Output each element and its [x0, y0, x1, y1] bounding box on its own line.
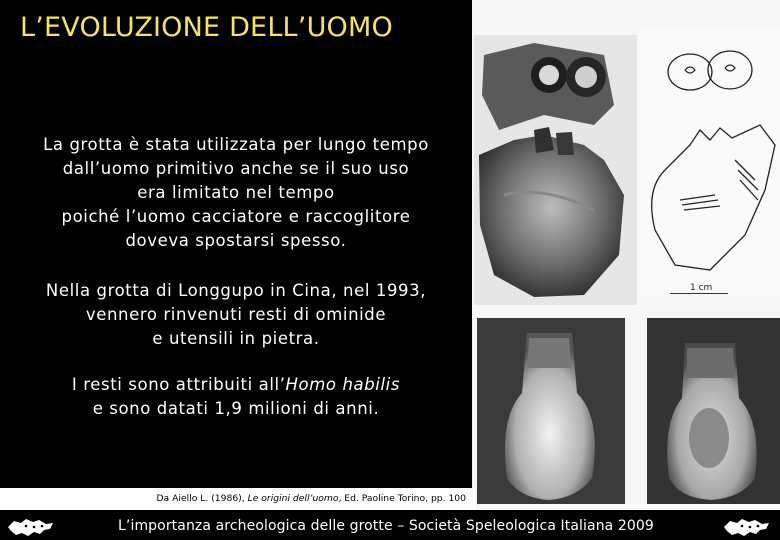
paragraph-longgupo [0, 279, 472, 351]
paragraph-cave-usage [0, 133, 472, 253]
tooth-photo-right [647, 318, 780, 504]
species-name: Homo habilis [285, 375, 401, 394]
citation-prefix: Da Aiello L. (1986), [156, 493, 248, 504]
scale-label: 1 cm [690, 283, 713, 293]
text-line-prefix: I resti sono attribuiti all’ [71, 375, 286, 394]
paragraph-homo-habilis [0, 373, 472, 421]
citation-bar [0, 488, 476, 510]
text-line: era limitato nel tempo [137, 183, 335, 202]
jaw-fragment-photo [474, 35, 637, 305]
italy-map-logo-icon [722, 515, 772, 539]
slide-title: L’EVOLUZIONE DELL’UOMO [20, 12, 393, 43]
jaw-fragment-drawing [640, 30, 780, 295]
tooth-photo-left [477, 318, 625, 504]
text-line: La grotta è stata utilizzata per lungo tempo [43, 135, 429, 154]
citation-title: Le origini dell’uomo [247, 493, 339, 504]
footer-text: L’importanza archeologica delle grotte – Società Speleologica Italiana 2009 [118, 518, 654, 534]
text-line: poiché l’uomo cacciatore e raccoglitore [61, 207, 411, 226]
citation [156, 493, 466, 504]
text-line: e sono datati 1,9 milioni di anni. [92, 399, 380, 418]
scale-bar [670, 293, 728, 294]
citation-suffix: , Ed. Paoline Torino, pp. 100 [338, 493, 466, 504]
text-line: doveva spostarsi spesso. [125, 231, 347, 250]
text-line: vennero rinvenuti resti di ominide [85, 305, 387, 324]
text-line: e utensili in pietra. [152, 329, 320, 348]
text-line [0, 373, 472, 397]
text-line: dall’uomo primitivo anche se il suo uso [62, 159, 410, 178]
text-line: Nella grotta di Longgupo in Cina, nel 1993, [45, 281, 427, 300]
fossil-figure [472, 0, 780, 510]
footer [0, 512, 780, 540]
italy-map-logo-icon [6, 515, 56, 539]
